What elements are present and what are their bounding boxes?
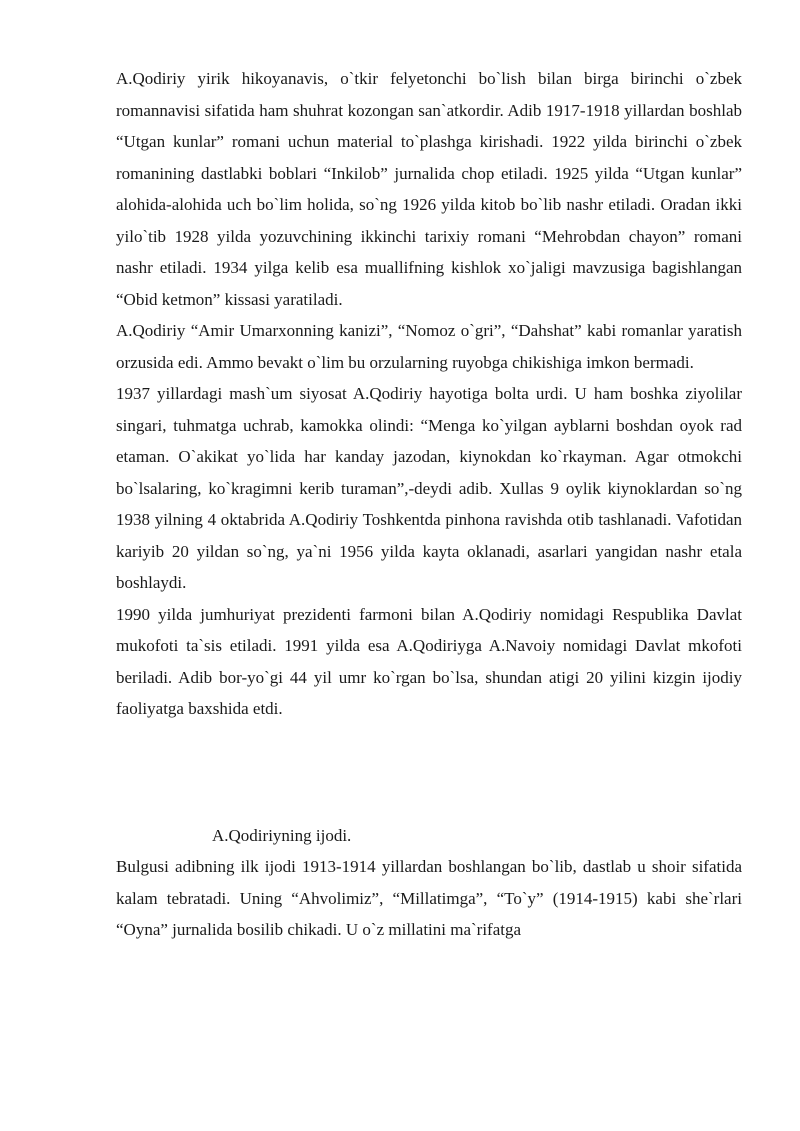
section-spacer bbox=[116, 725, 742, 820]
paragraph-awards: 1990 yilda jumhuriyat prezidenti farmoni bilan A.Qodiriy nomidagi Respublika Davlat mukofoti ta`sis etiladi. 1991 yilda esa A.Qodiriyga A.Navoiy nomidagi Davlat mkofoti beriladi. Adib bor-yo`gi 44 yil umr ko`rgan bo`lsa, shundan atigi 20 yilini kizgin ijodiy faoliyatga baxshida etdi. bbox=[116, 604, 742, 718]
paragraph-biography: A.Qodiriy yirik hikoyanavis, o`tkir felyetonchi bo`lish bilan birga birinchi o`zbek romannavisi sifatida ham shuhrat kozongan san`atkordir. Adib 1917-1918 yillardan boshlab “Utgan kunlar” romani uchun material to`plashga kirishadi. 1922 yilda birinchi o`zbek romanining dastlabki boblari “Inkilob” jurnalida chop etiladi. 1925 yilda “Utgan kunlar” alohida-alohida uch bo`lim holida, so`ng 1926 yilda kitob bo`lib nashr etiladi. Oradan ikki yilo`tib 1928 yilda yozuvchining ikkinchi tarixiy romani “Mehrobdan chayon” romani nashr etiladi. 1934 yilga kelib esa muallifning kishlok xo`jaligi mavzusiga bagishlangan “Obid ketmon” kissasi yaratiladi. bbox=[116, 69, 742, 309]
document-page bbox=[116, 63, 742, 946]
paragraph-repression: 1937 yillardagi mash`um siyosat A.Qodiriy hayotiga bolta urdi. U ham boshka ziyolilar singari, tuhmatga uchrab, kamokka olindi: “Menga ko`yilgan ayblarni boshdan oyok rad etaman. O`akikat yo`lida har kanday jazodan, kiynokdan ko`rkayman. Agar otmokchi bo`lsalaring, ko`kragimni kerib turaman”,-deydi adib. Xullas 9 oylik kiynoklardan so`ng 1938 yilning 4 oktabrida A.Qodiriy Toshkentda pinhona ravishda otib tashlanadi. Vafotidan kariyib 20 yildan so`ng, ya`ni 1956 yilda kayta oklanadi, asarlari yangidan nashr etala boshlaydi. bbox=[116, 384, 742, 592]
section-heading: A.Qodiriyning ijodi. bbox=[212, 825, 352, 845]
paragraph-unfinished-novels: A.Qodiriy “Amir Umarxonning kanizi”, “Nomoz o`gri”, “Dahshat” kabi romanlar yaratish orzusida edi. Ammo bevakt o`lim bu orzularning ruyobga chikishiga imkon bermadi. bbox=[116, 321, 742, 372]
paragraph-early-work: Bulgusi adibning ilk ijodi 1913-1914 yillardan boshlangan bo`lib, dastlab u shoir sifatida kalam tebratadi. Uning “Ahvolimiz”, “Millatimga”, “To`y” (1914-1915) kabi she`rlari “Oyna” jurnalida bosilib chikadi. U o`z millatini ma`rifatga bbox=[116, 857, 742, 939]
